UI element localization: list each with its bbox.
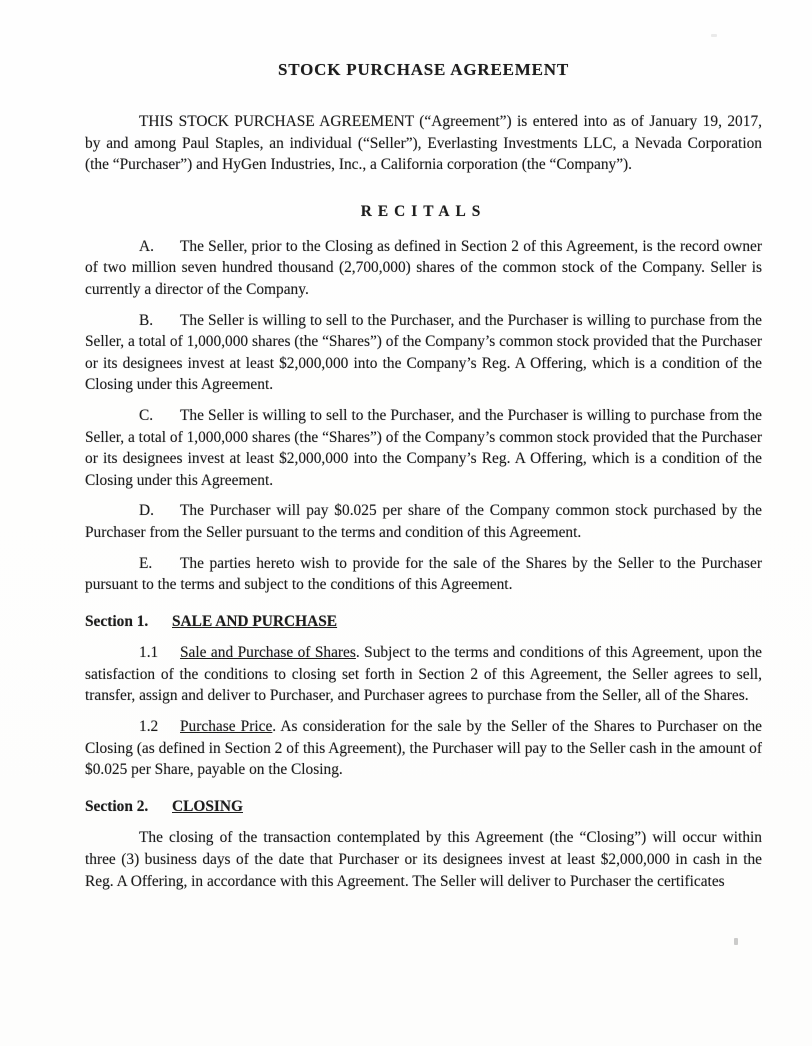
recital-paragraph-b bbox=[85, 310, 762, 396]
recital-text-c: The Seller is willing to sell to the Purchaser, and the Purchaser is willing to purchase from the Seller, a total of 1,000,000 shares (the “Shares”) of the Company’s common stock provided that the Purchaser or its designees invest at least $2,000,000 into the Company’s Reg. A Offering, which is a condition of the Closing under this Agreement. bbox=[85, 406, 762, 489]
scan-artifact bbox=[711, 34, 717, 37]
recital-label-d: D. bbox=[139, 502, 154, 520]
subsection-1-1-title: Sale and Purchase of Shares bbox=[180, 644, 356, 662]
recitals-heading: RECITALS bbox=[360, 202, 487, 220]
recital-paragraph-e bbox=[85, 553, 762, 596]
recital-text-e: The parties hereto wish to provide for the sale of the Shares by the Seller to the Purchaser pursuant to the terms and subject to the conditions of this Agreement. bbox=[85, 554, 762, 594]
recital-paragraph-d bbox=[85, 500, 762, 543]
section-1-title: SALE AND PURCHASE bbox=[172, 612, 338, 630]
recital-label-e: E. bbox=[139, 554, 153, 572]
closing-paragraph: The closing of the transaction contemplated by this Agreement (the “Closing”) will occur within three (3) business days of the date that Purchaser or its designees invest at least $2,000,000 in cash in the Reg. A Offering, in accordance with this Agreement. The Seller will deliver to Purchaser the certificates bbox=[85, 829, 762, 890]
section-2-label: Section 2. bbox=[85, 797, 149, 815]
recital-paragraph-a bbox=[85, 236, 762, 301]
recital-text-d: The Purchaser will pay $0.025 per share of the Company common stock purchased by the Purchaser from the Seller pursuant to the terms and condition of this Agreement. bbox=[85, 502, 762, 541]
recital-label-a: A. bbox=[139, 237, 154, 255]
scan-artifact bbox=[734, 938, 738, 945]
subsection-1-1-text: . Subject to the terms and conditions of this Agreement, upon the satisfaction of the conditions to closing set forth in Section 2 of this Agreement, the Seller agrees to sell, transfer, assign and deliver to Purchaser, and Purchaser agrees to purchase from the Seller, all of the Shares. bbox=[85, 644, 762, 705]
recital-text-a: The Seller, prior to the Closing as defined in Section 2 of this Agreement, is the record owner of two million seven hundred thousand (2,700,000) shares of the common stock of the Company. Seller is currently a director of the Company. bbox=[85, 237, 762, 298]
document-title: STOCK PURCHASE AGREEMENT bbox=[278, 60, 569, 79]
section-2-title: CLOSING bbox=[172, 797, 243, 815]
subsection-1-1-paragraph bbox=[85, 642, 762, 707]
recital-text-b: The Seller is willing to sell to the Purchaser, and the Purchaser is willing to purchase from the Seller, a total of 1,000,000 shares (the “Shares”) of the Company’s common stock provided that the Purchaser or its designees invest at least $2,000,000 into the Company’s Reg. A Offering, which is a condition of the Closing under this Agreement. bbox=[85, 311, 762, 394]
subsection-1-2-paragraph bbox=[85, 716, 762, 781]
subsection-1-1-number: 1.1 bbox=[139, 644, 159, 662]
subsection-1-2-number: 1.2 bbox=[139, 718, 159, 736]
recital-paragraph-c bbox=[85, 405, 762, 491]
section-1-label: Section 1. bbox=[85, 612, 149, 630]
recital-label-c: C. bbox=[139, 406, 154, 424]
intro-paragraph: THIS STOCK PURCHASE AGREEMENT (“Agreement”) is entered into as of January 19, 2017, by and among Paul Staples, an individual (“Seller”), Everlasting Investments LLC, a Nevada Corporation (the “Purchaser”) and HyGen Industries, Inc., a California corporation (the “Company”). bbox=[85, 113, 762, 174]
section-2-heading bbox=[85, 796, 762, 818]
subsection-1-2-text: . As consideration for the sale by the Seller of the Shares to Purchaser on the Closing (as defined in Section 2 of this Agreement), the Purchaser will pay to the Seller cash in the amount of $0.025 per Share, payable on the Closing. bbox=[85, 718, 763, 779]
section-1-heading bbox=[85, 611, 762, 633]
subsection-1-2-title: Purchase Price bbox=[180, 718, 273, 736]
recital-label-b: B. bbox=[139, 311, 154, 329]
